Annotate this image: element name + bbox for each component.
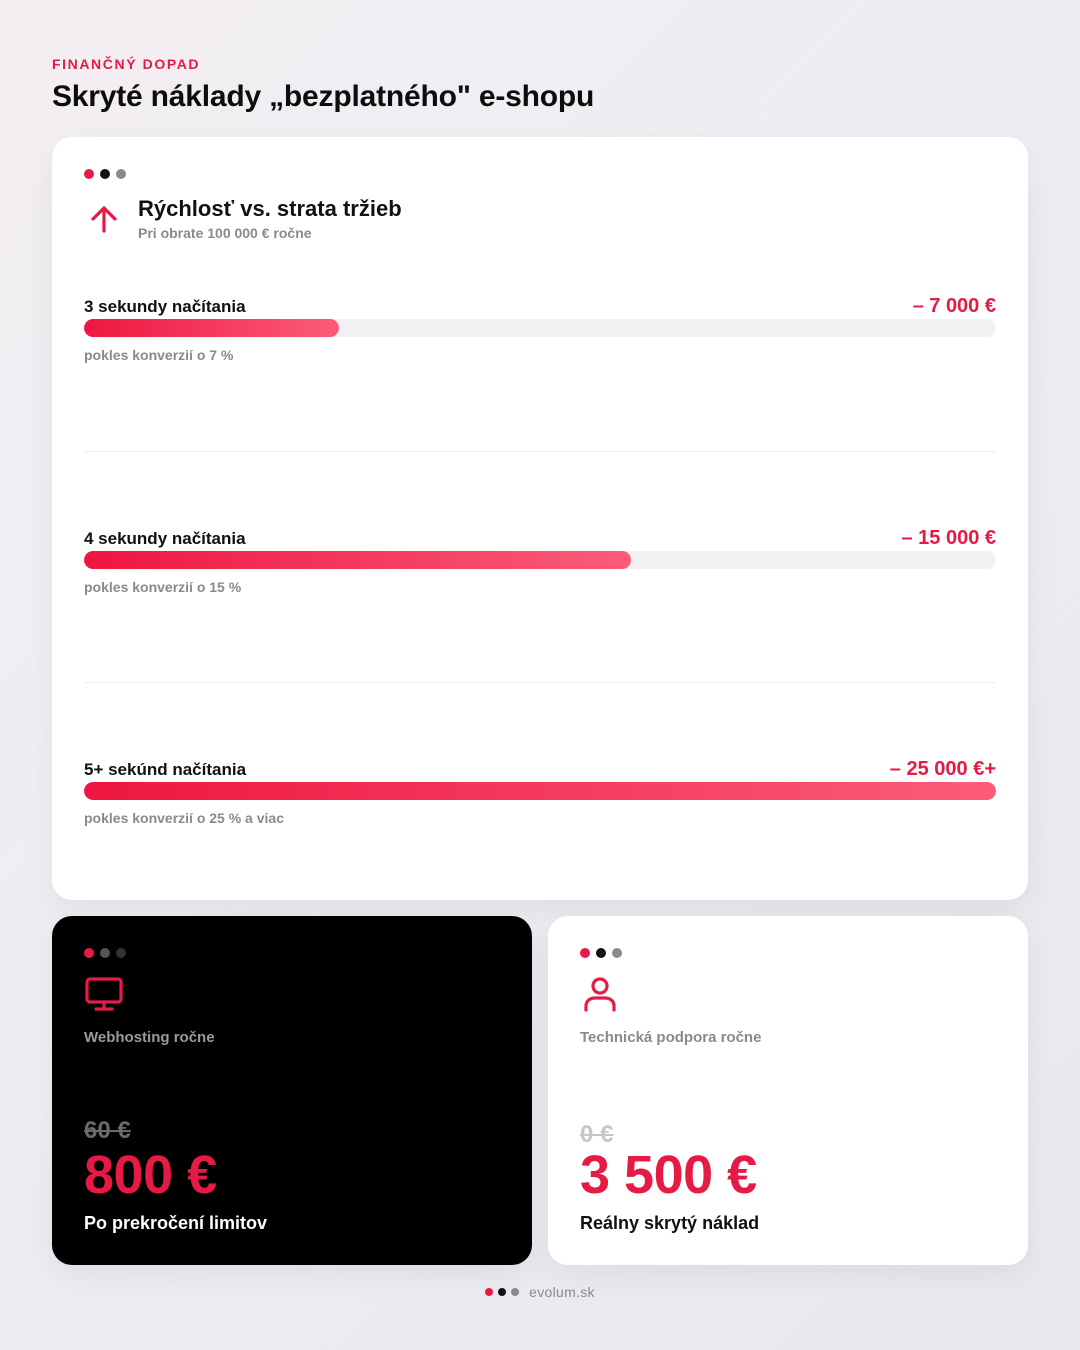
- dot-gray: [511, 1288, 519, 1296]
- loss-row: [84, 529, 996, 609]
- progress-track: [84, 319, 996, 337]
- dot-black: [498, 1288, 506, 1296]
- user-icon: [580, 974, 620, 1014]
- footer-link[interactable]: evolum.sk: [529, 1284, 595, 1300]
- real-price: 800 €: [84, 1145, 217, 1205]
- row-value: – 15 000 €: [901, 527, 996, 549]
- progress-fill: [84, 551, 631, 569]
- row-label: 5+ sekúnd načítania: [84, 760, 247, 779]
- card-title: Rýchlosť vs. strata tržieb: [138, 196, 402, 221]
- support-card: [548, 916, 1028, 1265]
- dot-red: [84, 169, 94, 179]
- dot-red: [580, 948, 590, 958]
- dot-gray: [100, 948, 110, 958]
- loss-row: [84, 760, 996, 840]
- card-subtitle: Pri obrate 100 000 € ročne: [138, 225, 312, 241]
- dot-black: [100, 169, 110, 179]
- window-dots: [84, 948, 126, 958]
- monitor-icon: [84, 974, 124, 1014]
- old-price: 60 €: [84, 1117, 131, 1144]
- card-caption: Po prekročení limitov: [84, 1213, 268, 1233]
- eyebrow: FINANČNÝ DOPAD: [52, 56, 201, 72]
- speed-loss-card: [52, 137, 1028, 900]
- arrow-up-icon: [86, 201, 122, 237]
- progress-track: [84, 551, 996, 569]
- real-price: 3 500 €: [580, 1145, 757, 1205]
- divider: [84, 451, 996, 452]
- page-title: Skryté náklady „bezplatného" e-shopu: [52, 80, 595, 113]
- progress-fill: [84, 319, 339, 337]
- loss-row: [84, 297, 996, 377]
- row-note: pokles konverzií o 15 %: [84, 579, 242, 595]
- card-label: Webhosting ročne: [84, 1029, 215, 1046]
- divider: [84, 682, 996, 683]
- progress-fill: [84, 782, 996, 800]
- dot-dark: [116, 948, 126, 958]
- dot-gray: [116, 169, 126, 179]
- progress-track: [84, 782, 996, 800]
- old-price: 0 €: [580, 1121, 614, 1148]
- card-caption: Reálny skrytý náklad: [580, 1213, 760, 1233]
- footer: [0, 1284, 1080, 1300]
- card-label: Technická podpora ročne: [580, 1029, 762, 1046]
- hosting-card: [52, 916, 532, 1265]
- row-note: pokles konverzií o 7 %: [84, 347, 234, 363]
- row-value: – 25 000 €+: [889, 758, 996, 780]
- dot-gray: [612, 948, 622, 958]
- row-note: pokles konverzií o 25 % a viac: [84, 810, 284, 826]
- dot-red: [485, 1288, 493, 1296]
- dot-black: [596, 948, 606, 958]
- row-label: 3 sekundy načítania: [84, 297, 246, 316]
- window-dots: [84, 169, 126, 179]
- row-label: 4 sekundy načítania: [84, 529, 246, 548]
- window-dots: [580, 948, 622, 958]
- footer-dots: [485, 1288, 519, 1296]
- row-value: – 7 000 €: [912, 295, 996, 317]
- dot-red: [84, 948, 94, 958]
